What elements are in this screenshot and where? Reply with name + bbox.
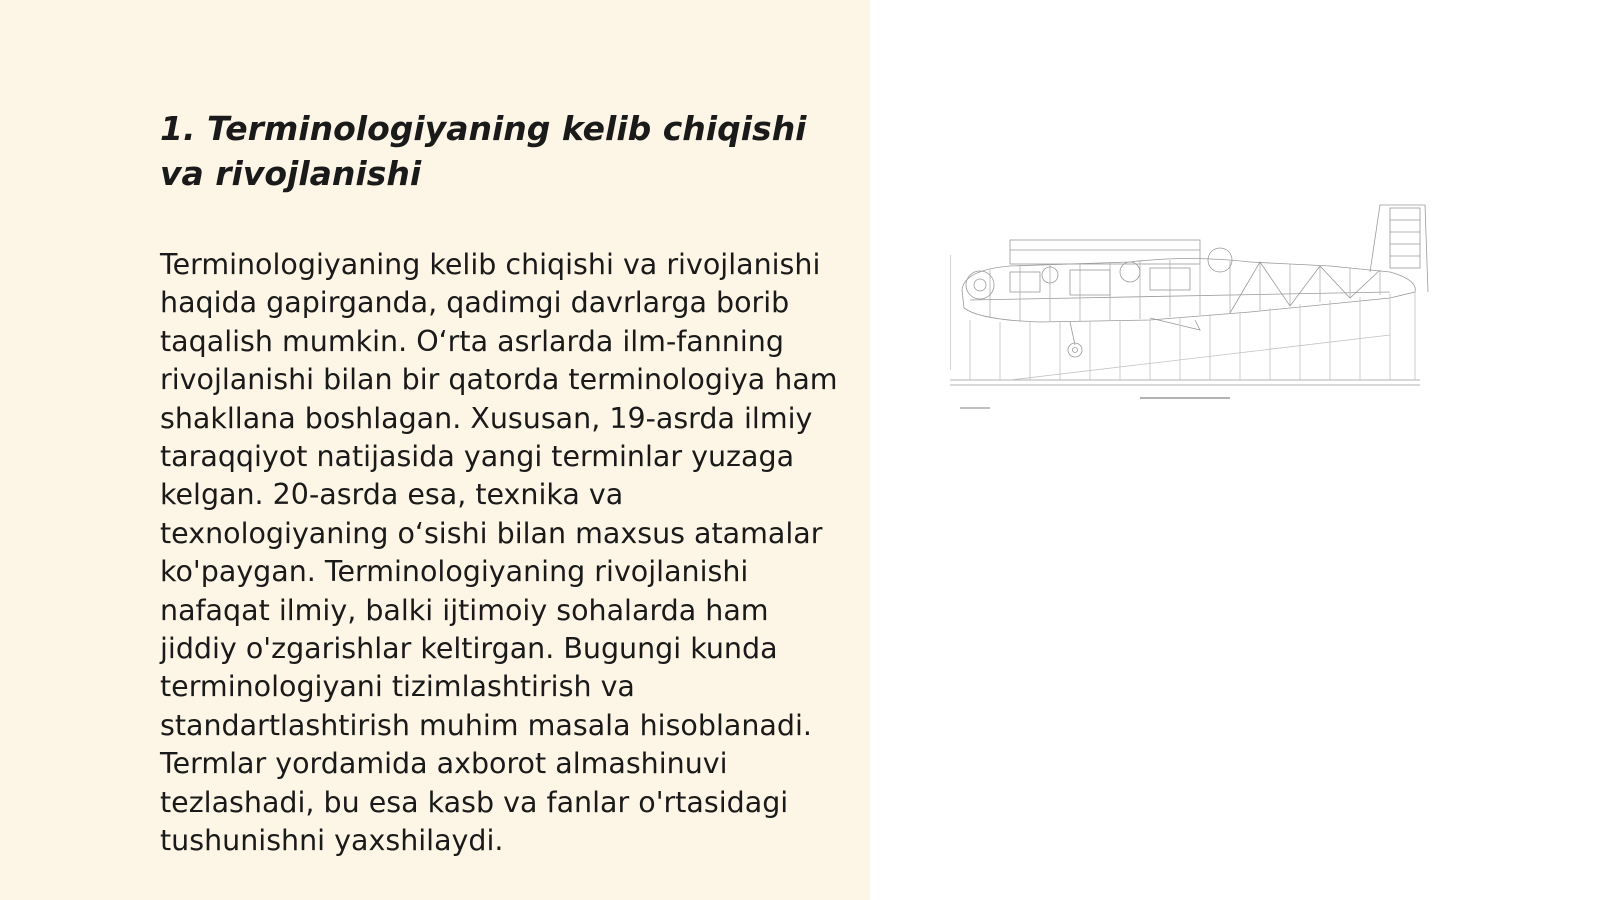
aircraft-blueprint-image — [950, 200, 1450, 425]
slide-body-text: Terminologiyaning kelib chiqishi va rivojlanishi haqida gapirganda, qadimgi davrlarga borib taqalish mumkin. O‘rta asrlarda ilm-fanning rivojlanishi bilan bir qatorda terminologiya ham shakllana boshlagan. Xususan, 19-asrda ilmiy taraqqiyot natijasida yangi terminlar yuzaga kelgan. 20-asrda esa, texnika va texnologiyaning o‘sishi bilan maxsus atamalar ko'paygan. Terminologiyaning rivojlanishi nafaqat ilmiy, balki ijtimoiy sohalarda ham jiddiy o'zgarishlar keltirgan. Bugungi kunda terminologiyani tizimlashtirish va standartlashtirish muhim masala hisoblanadi. Termlar yordamida axborot almashinuvi tezlashadi, bu esa kasb va fanlar o'rtasidagi tushunishni yaxshilaydi. — [160, 248, 838, 858]
slide-title: 1. Terminologiyaning kelib chiqishi va rivojlanishi — [160, 109, 807, 193]
image-panel — [870, 0, 1600, 900]
